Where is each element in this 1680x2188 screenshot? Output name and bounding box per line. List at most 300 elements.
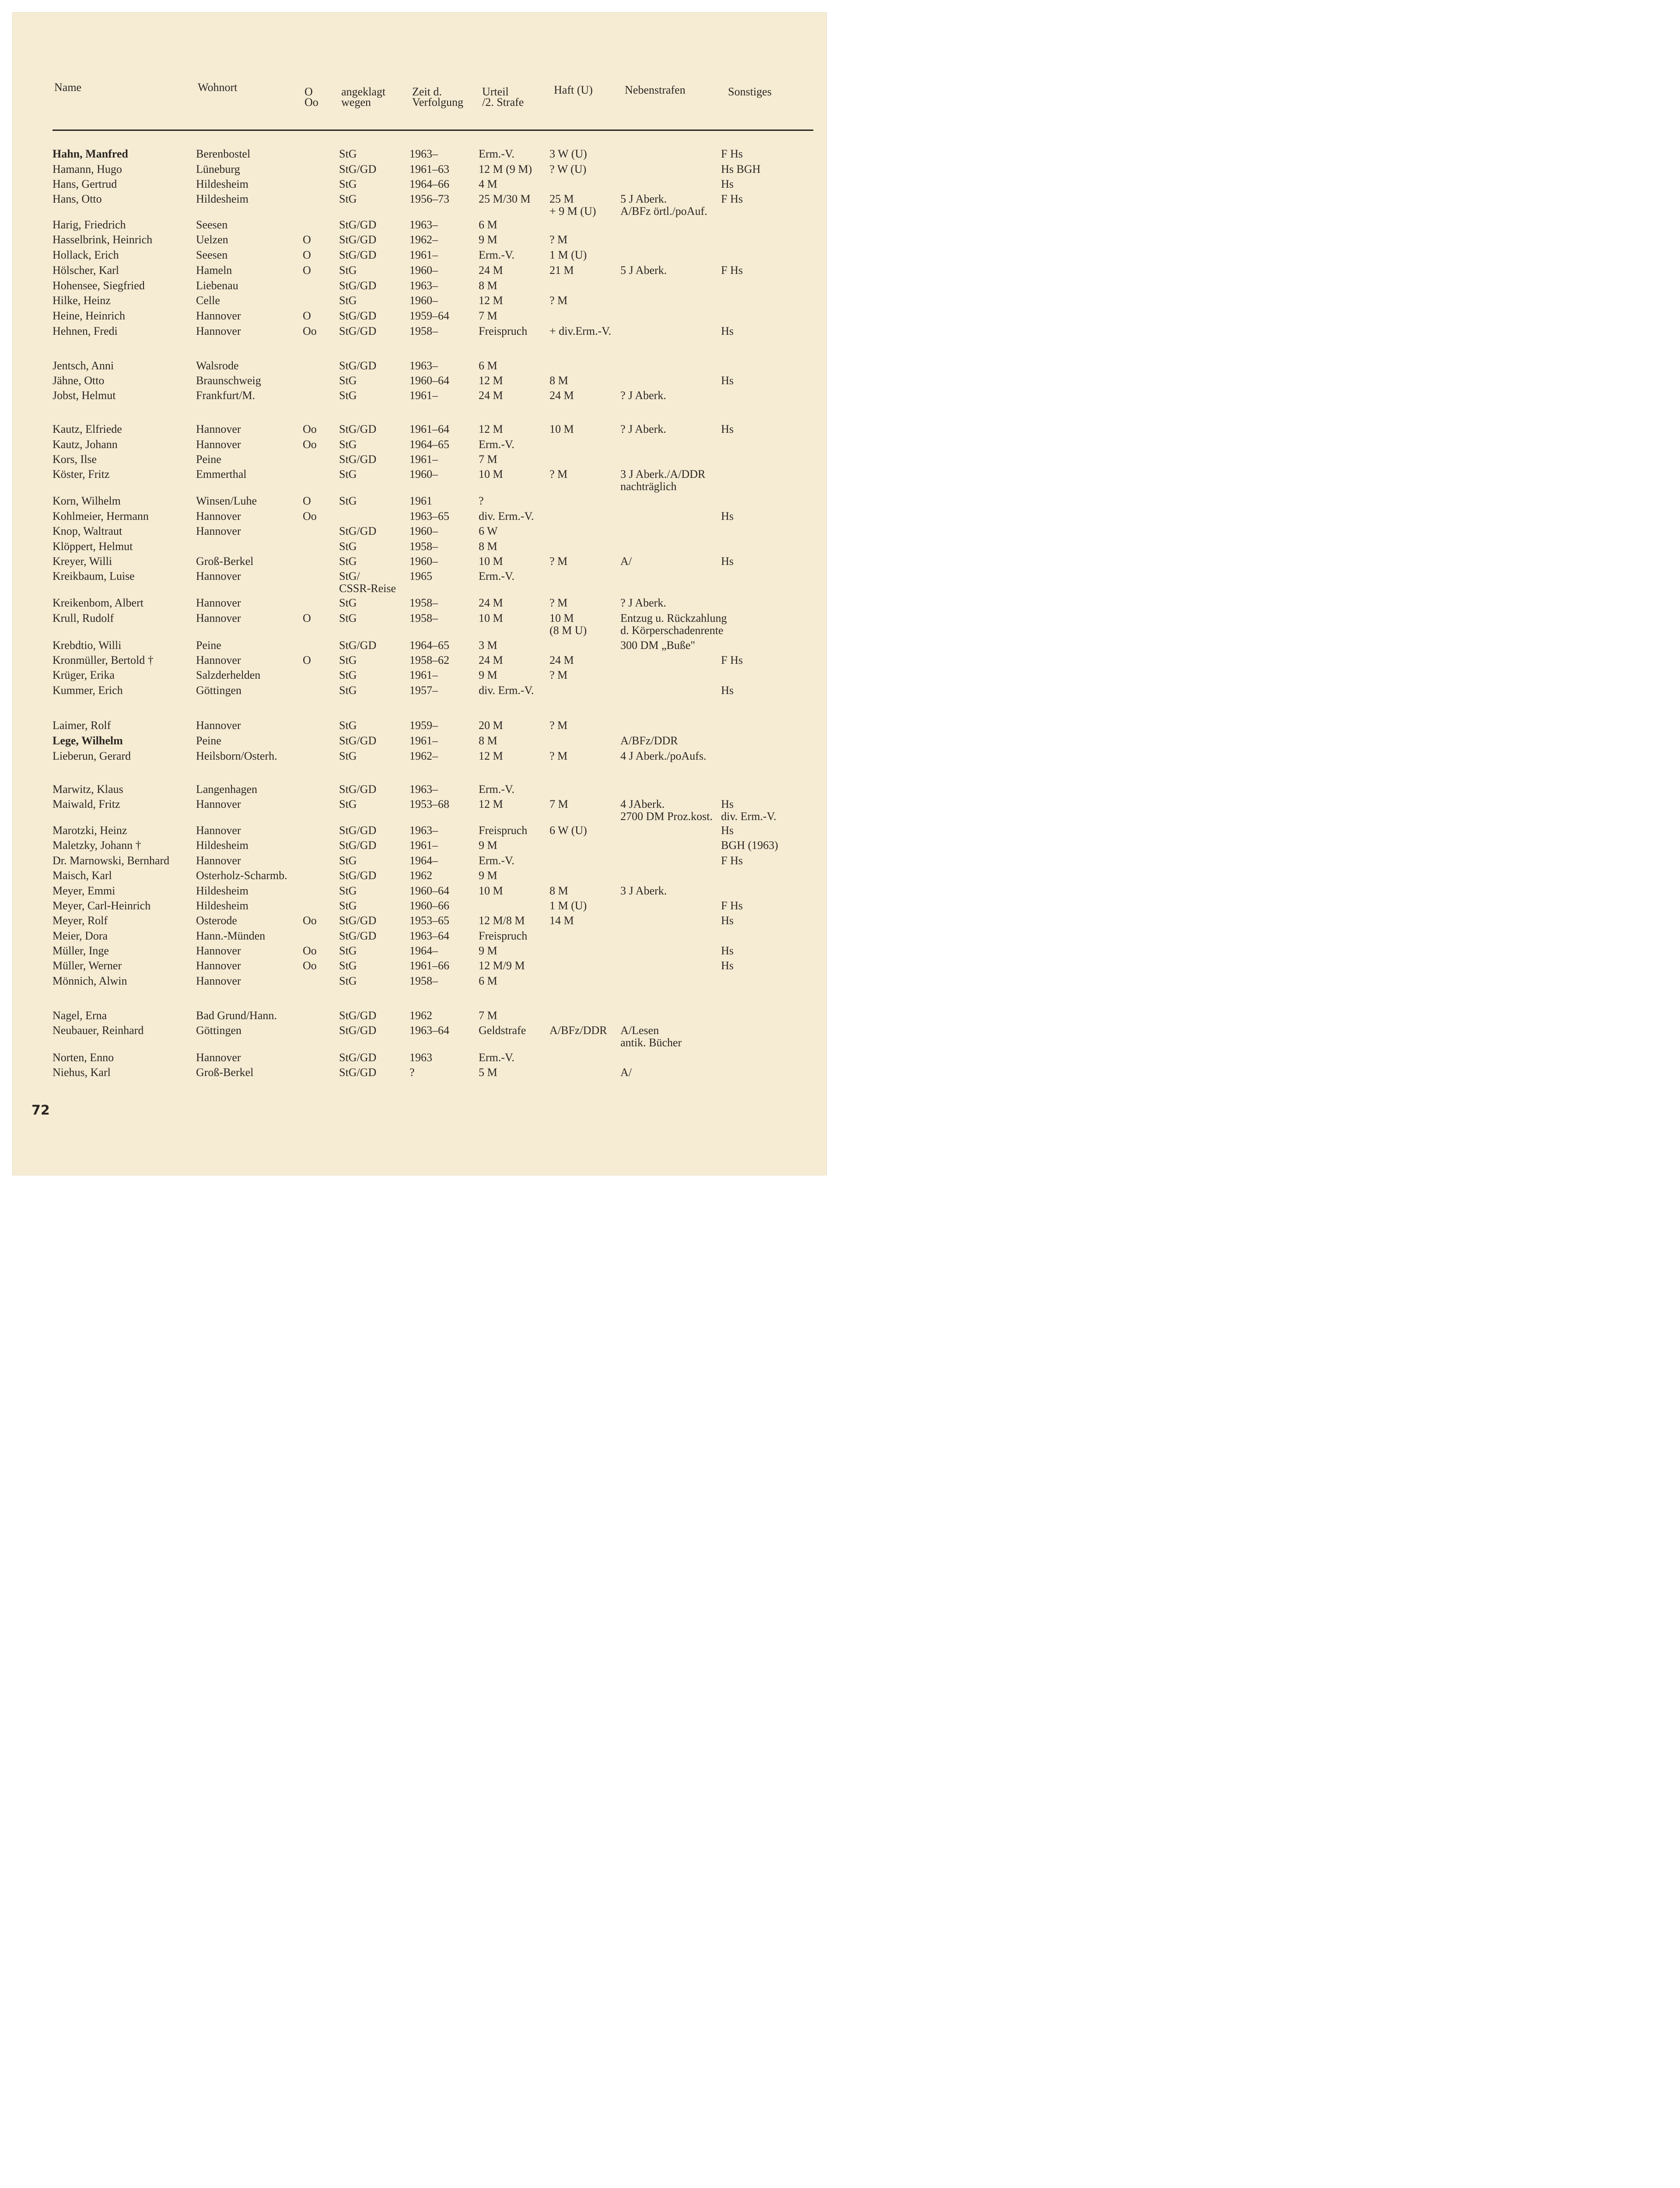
- cell-name: Meyer, Rolf: [52, 914, 108, 927]
- cell-name: Kautz, Johann: [52, 438, 118, 451]
- cell-wohnort: Liebenau: [196, 279, 238, 292]
- table-row: [12, 597, 827, 612]
- cell-o: O: [303, 612, 311, 624]
- cell-name: Dr. Marnowski, Bernhard: [52, 854, 170, 867]
- table-row: [12, 495, 827, 510]
- cell-urteil: 3 M: [479, 639, 497, 652]
- cell-zeit: 1953–65: [410, 914, 449, 927]
- cell-angeklagt: StG: [339, 612, 357, 624]
- cell-wohnort: Hannover: [196, 854, 241, 867]
- cell-name: Heine, Heinrich: [52, 309, 126, 322]
- cell-wohnort: Braunschweig: [196, 374, 261, 387]
- cell-wohnort: Hannover: [196, 612, 241, 624]
- cell-o: O: [303, 233, 311, 246]
- cell-haft: 8 M: [550, 884, 568, 897]
- cell-name: Hehnen, Fredi: [52, 325, 118, 337]
- cell-zeit: 1958–: [410, 612, 438, 624]
- cell-zeit: 1956–73: [410, 193, 449, 205]
- cell-nebenstrafen: A/: [620, 555, 632, 568]
- cell-urteil: 12 M/8 M: [479, 914, 525, 927]
- cell-urteil: 9 M: [479, 869, 497, 882]
- cell-angeklagt: StG/GD: [339, 453, 377, 466]
- cell-zeit: 1962: [410, 1009, 432, 1022]
- cell-urteil: 24 M: [479, 654, 503, 666]
- cell-angeklagt: StG/GD: [339, 423, 377, 435]
- cell-haft: ? M: [550, 750, 568, 762]
- cell-wohnort: Winsen/Luhe: [196, 494, 257, 507]
- cell-nebenstrafen: ? J Aberk.: [620, 423, 666, 435]
- cell-angeklagt: StG/GD: [339, 1024, 377, 1037]
- cell-haft: 25 M + 9 M (U): [550, 193, 596, 217]
- header-zeit: Zeit d. Verfolgung: [412, 85, 463, 109]
- cell-urteil: 12 M: [479, 750, 503, 762]
- cell-haft: 24 M: [550, 654, 574, 666]
- cell-name: Hölscher, Karl: [52, 264, 119, 277]
- cell-name: Kummer, Erich: [52, 684, 123, 697]
- cell-zeit: 1960–: [410, 294, 438, 307]
- table-row: [12, 570, 827, 595]
- table-row: [12, 1024, 827, 1049]
- cell-angeklagt: StG: [339, 540, 357, 553]
- cell-zeit: 1963: [410, 1051, 432, 1064]
- table-row: [12, 719, 827, 734]
- cell-angeklagt: StG/GD: [339, 929, 377, 942]
- table-row: [12, 839, 827, 854]
- cell-zeit: 1963–: [410, 824, 438, 837]
- cell-wohnort: Hannover: [196, 510, 241, 522]
- cell-angeklagt: StG/GD: [339, 1009, 377, 1022]
- cell-name: Hasselbrink, Heinrich: [52, 233, 153, 246]
- table-row: [12, 798, 827, 823]
- cell-zeit: 1963–: [410, 783, 438, 796]
- cell-angeklagt: StG: [339, 719, 357, 732]
- table-row: [12, 735, 827, 750]
- cell-angeklagt: StG/GD: [339, 1051, 377, 1064]
- cell-name: Krebdtio, Willi: [52, 639, 122, 652]
- header-wohnort: Wohnort: [198, 81, 238, 94]
- cell-zeit: 1961: [410, 494, 432, 507]
- table-row: [12, 438, 827, 453]
- cell-zeit: 1960–: [410, 264, 438, 277]
- table-row: [12, 295, 827, 309]
- cell-urteil: 24 M: [479, 389, 503, 402]
- cell-wohnort: Berenbostel: [196, 147, 251, 160]
- cell-sonstiges: F Hs: [721, 193, 743, 205]
- cell-wohnort: Peine: [196, 639, 221, 652]
- cell-haft: ? M: [550, 719, 568, 732]
- cell-sonstiges: F Hs: [721, 147, 743, 160]
- cell-sonstiges: Hs: [721, 944, 734, 957]
- cell-name: Jentsch, Anni: [52, 359, 114, 372]
- cell-haft: 1 M (U): [550, 899, 587, 912]
- cell-wohnort: Hannover: [196, 944, 241, 957]
- table-row: [12, 163, 827, 178]
- cell-zeit: 1961–: [410, 734, 438, 747]
- cell-wohnort: Celle: [196, 294, 220, 307]
- table-row: [12, 885, 827, 900]
- table-row: [12, 178, 827, 193]
- cell-haft: ? M: [550, 468, 568, 480]
- cell-nebenstrafen: 3 J Aberk.: [620, 884, 667, 897]
- cell-urteil: 6 M: [479, 975, 497, 987]
- cell-angeklagt: StG/GD: [339, 279, 377, 292]
- cell-zeit: 1962–: [410, 233, 438, 246]
- cell-urteil: 8 M: [479, 279, 497, 292]
- cell-wohnort: Seesen: [196, 249, 228, 261]
- table-row: [12, 750, 827, 765]
- table-row: [12, 783, 827, 798]
- cell-urteil: 12 M: [479, 294, 503, 307]
- cell-o: Oo: [303, 944, 317, 957]
- cell-angeklagt: StG: [339, 438, 357, 451]
- cell-name: Hamann, Hugo: [52, 163, 122, 175]
- page-sheet: [12, 12, 827, 1175]
- cell-name: Krüger, Erika: [52, 669, 115, 681]
- cell-name: Kreikenbom, Albert: [52, 596, 144, 609]
- page-number: 72: [32, 1103, 50, 1118]
- cell-name: Jobst, Helmut: [52, 389, 116, 402]
- cell-urteil: 10 M: [479, 884, 503, 897]
- table-row: [12, 945, 827, 960]
- cell-wohnort: Göttingen: [196, 684, 242, 697]
- cell-zeit: 1961–: [410, 249, 438, 261]
- record-table: [12, 12, 827, 1175]
- table-row: [12, 855, 827, 870]
- cell-wohnort: Osterode: [196, 914, 237, 927]
- cell-sonstiges: F Hs: [721, 854, 743, 867]
- cell-name: Laimer, Rolf: [52, 719, 111, 732]
- cell-nebenstrafen: 4 JAberk. 2700 DM Proz.kost.: [620, 798, 713, 823]
- cell-angeklagt: StG: [339, 854, 357, 867]
- cell-urteil: 8 M: [479, 734, 497, 747]
- cell-wohnort: Hannover: [196, 596, 241, 609]
- cell-zeit: 1963–: [410, 147, 438, 160]
- cell-urteil: 6 M: [479, 359, 497, 372]
- cell-zeit: 1961–: [410, 839, 438, 852]
- cell-wohnort: Hann.-Münden: [196, 929, 266, 942]
- cell-angeklagt: StG/GD: [339, 824, 377, 837]
- cell-wohnort: Göttingen: [196, 1024, 242, 1037]
- cell-name: Kautz, Elfriede: [52, 423, 122, 435]
- table-row: [12, 310, 827, 325]
- cell-name: Hans, Otto: [52, 193, 102, 205]
- cell-name: Lieberun, Gerard: [52, 750, 131, 762]
- cell-angeklagt: StG/GD: [339, 734, 377, 747]
- cell-name: Krull, Rudolf: [52, 612, 114, 624]
- cell-zeit: 1958–62: [410, 654, 449, 666]
- cell-haft: ? W (U): [550, 163, 587, 175]
- cell-urteil: 25 M/30 M: [479, 193, 531, 205]
- cell-wohnort: Hannover: [196, 309, 241, 322]
- cell-sonstiges: F Hs: [721, 264, 743, 277]
- cell-urteil: 4 M: [479, 178, 497, 190]
- header-angeklagt: angeklagt wegen: [341, 85, 386, 109]
- cell-nebenstrafen: 5 J Aberk. A/BFz örtl./poAuf.: [620, 193, 707, 217]
- cell-name: Kors, Ilse: [52, 453, 97, 466]
- cell-zeit: 1958–: [410, 975, 438, 987]
- cell-zeit: 1957–: [410, 684, 438, 697]
- cell-zeit: 1958–: [410, 540, 438, 553]
- cell-name: Kreyer, Willi: [52, 555, 112, 568]
- cell-urteil: Erm.-V.: [479, 438, 514, 451]
- cell-sonstiges: Hs div. Erm.-V.: [721, 798, 777, 823]
- cell-sonstiges: F Hs: [721, 654, 743, 666]
- cell-o: O: [303, 264, 311, 277]
- cell-angeklagt: StG/GD: [339, 869, 377, 882]
- cell-o: Oo: [303, 510, 317, 522]
- cell-zeit: 1964–65: [410, 438, 449, 451]
- cell-zeit: 1961–: [410, 669, 438, 681]
- cell-urteil: 12 M: [479, 423, 503, 435]
- cell-wohnort: Lüneburg: [196, 163, 240, 175]
- cell-name: Maiwald, Fritz: [52, 798, 120, 810]
- cell-urteil: div. Erm.-V.: [479, 684, 534, 697]
- cell-nebenstrafen: ? J Aberk.: [620, 389, 666, 402]
- cell-wohnort: Hildesheim: [196, 839, 248, 852]
- cell-urteil: 12 M: [479, 374, 503, 387]
- cell-angeklagt: StG/GD: [339, 525, 377, 537]
- cell-name: Meier, Dora: [52, 929, 108, 942]
- cell-angeklagt: StG: [339, 750, 357, 762]
- cell-urteil: Freispruch: [479, 929, 528, 942]
- cell-haft: 8 M: [550, 374, 568, 387]
- cell-wohnort: Hannover: [196, 654, 241, 666]
- cell-sonstiges: Hs: [721, 684, 734, 697]
- table-row: [12, 325, 827, 340]
- cell-sonstiges: BGH (1963): [721, 839, 778, 852]
- cell-urteil: 9 M: [479, 944, 497, 957]
- cell-name: Korn, Wilhelm: [52, 494, 121, 507]
- cell-sonstiges: Hs: [721, 510, 734, 522]
- cell-angeklagt: StG: [339, 147, 357, 160]
- cell-name: Knop, Waltraut: [52, 525, 122, 537]
- cell-haft: 10 M (8 M U): [550, 612, 587, 637]
- cell-zeit: 1963–: [410, 218, 438, 231]
- cell-name: Kreikbaum, Luise: [52, 570, 135, 582]
- cell-name: Meyer, Carl-Heinrich: [52, 899, 151, 912]
- header-urteil: Urteil /2. Strafe: [482, 85, 524, 109]
- cell-wohnort: Hildesheim: [196, 899, 248, 912]
- cell-o: Oo: [303, 325, 317, 337]
- cell-wohnort: Peine: [196, 453, 221, 466]
- cell-angeklagt: StG/GD: [339, 163, 377, 175]
- cell-name: Klöppert, Helmut: [52, 540, 133, 553]
- cell-angeklagt: StG: [339, 264, 357, 277]
- table-row: [12, 555, 827, 570]
- cell-wohnort: Hannover: [196, 975, 241, 987]
- cell-urteil: Erm.-V.: [479, 147, 514, 160]
- cell-nebenstrafen: ? J Aberk.: [620, 596, 666, 609]
- cell-sonstiges: Hs: [721, 959, 734, 972]
- table-row: [12, 540, 827, 555]
- cell-zeit: 1960–66: [410, 899, 449, 912]
- cell-zeit: 1962: [410, 869, 432, 882]
- cell-angeklagt: StG: [339, 468, 357, 480]
- cell-zeit: 1960–: [410, 468, 438, 480]
- cell-wohnort: Hannover: [196, 798, 241, 810]
- cell-name: Hans, Gertrud: [52, 178, 117, 190]
- cell-haft: 6 W (U): [550, 824, 587, 837]
- cell-urteil: 9 M: [479, 839, 497, 852]
- table-row: [12, 930, 827, 945]
- cell-zeit: 1960–64: [410, 884, 449, 897]
- cell-wohnort: Hannover: [196, 719, 241, 732]
- cell-name: Hollack, Erich: [52, 249, 119, 261]
- table-row: [12, 468, 827, 493]
- cell-haft: 14 M: [550, 914, 574, 927]
- cell-angeklagt: StG: [339, 899, 357, 912]
- cell-angeklagt: StG: [339, 193, 357, 205]
- cell-sonstiges: Hs BGH: [721, 163, 761, 175]
- cell-haft: + div.Erm.-V.: [550, 325, 612, 337]
- header-nebenstrafen: Nebenstrafen: [625, 84, 686, 96]
- cell-zeit: 1959–64: [410, 309, 449, 322]
- cell-name: Maletzky, Johann †: [52, 839, 141, 852]
- cell-name: Lege, Wilhelm: [52, 734, 123, 747]
- cell-urteil: Freispruch: [479, 824, 528, 837]
- cell-wohnort: Walsrode: [196, 359, 239, 372]
- cell-zeit: 1960–64: [410, 374, 449, 387]
- cell-urteil: 7 M: [479, 1009, 497, 1022]
- table-row: [12, 1066, 827, 1081]
- cell-angeklagt: StG: [339, 975, 357, 987]
- cell-o: O: [303, 494, 311, 507]
- table-row: [12, 612, 827, 637]
- cell-wohnort: Hildesheim: [196, 178, 248, 190]
- table-row: [12, 684, 827, 699]
- cell-zeit: 1964–: [410, 944, 438, 957]
- cell-name: Hahn, Manfred: [52, 147, 128, 160]
- table-row: [12, 654, 827, 669]
- table-row: [12, 360, 827, 375]
- cell-zeit: 1963–65: [410, 510, 449, 522]
- table-row: [12, 219, 827, 234]
- cell-urteil: 6 W: [479, 525, 498, 537]
- cell-zeit: 1963–64: [410, 929, 449, 942]
- cell-haft: 24 M: [550, 389, 574, 402]
- cell-angeklagt: StG: [339, 178, 357, 190]
- cell-urteil: Freispruch: [479, 325, 528, 337]
- cell-zeit: 1958–: [410, 325, 438, 337]
- cell-sonstiges: Hs: [721, 374, 734, 387]
- cell-wohnort: Hannover: [196, 325, 241, 337]
- cell-angeklagt: StG: [339, 494, 357, 507]
- cell-angeklagt: StG/GD: [339, 233, 377, 246]
- table-row: [12, 1010, 827, 1024]
- cell-sonstiges: Hs: [721, 178, 734, 190]
- cell-name: Harig, Friedrich: [52, 218, 126, 231]
- cell-zeit: 1960–: [410, 525, 438, 537]
- cell-o: O: [303, 249, 311, 261]
- cell-angeklagt: StG/GD: [339, 359, 377, 372]
- cell-name: Köster, Fritz: [52, 468, 110, 480]
- cell-haft: ? M: [550, 233, 568, 246]
- cell-urteil: 20 M: [479, 719, 503, 732]
- cell-name: Neubauer, Reinhard: [52, 1024, 144, 1037]
- cell-angeklagt: StG: [339, 798, 357, 810]
- cell-sonstiges: Hs: [721, 914, 734, 927]
- cell-haft: A/BFz/DDR: [550, 1024, 607, 1037]
- table-row: [12, 423, 827, 438]
- cell-sonstiges: Hs: [721, 423, 734, 435]
- cell-angeklagt: StG: [339, 884, 357, 897]
- cell-name: Maisch, Karl: [52, 869, 112, 882]
- cell-wohnort: Hildesheim: [196, 884, 248, 897]
- cell-urteil: 24 M: [479, 596, 503, 609]
- cell-zeit: 1964–: [410, 854, 438, 867]
- cell-urteil: 12 M/9 M: [479, 959, 525, 972]
- cell-haft: 1 M (U): [550, 249, 587, 261]
- cell-name: Niehus, Karl: [52, 1066, 111, 1079]
- cell-name: Kronmüller, Bertold †: [52, 654, 154, 666]
- cell-name: Müller, Werner: [52, 959, 122, 972]
- cell-urteil: div. Erm.-V.: [479, 510, 534, 522]
- table-row: [12, 639, 827, 654]
- table-row: [12, 900, 827, 915]
- cell-wohnort: Emmerthal: [196, 468, 247, 480]
- table-row: [12, 669, 827, 684]
- cell-wohnort: Hannover: [196, 525, 241, 537]
- cell-wohnort: Seesen: [196, 218, 228, 231]
- cell-haft: ? M: [550, 596, 568, 609]
- table-row: [12, 1052, 827, 1066]
- table-row: [12, 975, 827, 990]
- cell-zeit: 1958–: [410, 596, 438, 609]
- cell-zeit: 1962–: [410, 750, 438, 762]
- table-row: [12, 148, 827, 163]
- cell-zeit: 1963–: [410, 359, 438, 372]
- cell-wohnort: Peine: [196, 734, 221, 747]
- cell-angeklagt: StG: [339, 684, 357, 697]
- cell-wohnort: Uelzen: [196, 233, 228, 246]
- cell-urteil: 7 M: [479, 453, 497, 466]
- cell-nebenstrafen: 300 DM „Buße": [620, 639, 695, 652]
- cell-nebenstrafen: A/: [620, 1066, 632, 1079]
- cell-haft: 21 M: [550, 264, 574, 277]
- cell-wohnort: Groß-Berkel: [196, 1066, 254, 1079]
- cell-haft: 3 W (U): [550, 147, 587, 160]
- cell-nebenstrafen: Entzug u. Rückzahlung d. Körperschadenrente: [620, 612, 727, 637]
- cell-angeklagt: StG/GD: [339, 325, 377, 337]
- cell-name: Norten, Enno: [52, 1051, 114, 1064]
- cell-angeklagt: StG: [339, 596, 357, 609]
- cell-urteil: 12 M: [479, 798, 503, 810]
- cell-haft: 7 M: [550, 798, 568, 810]
- table-row: [12, 960, 827, 975]
- cell-zeit: 1961–64: [410, 423, 449, 435]
- cell-nebenstrafen: A/BFz/DDR: [620, 734, 678, 747]
- cell-wohnort: Osterholz-Scharmb.: [196, 869, 287, 882]
- cell-zeit: 1963–: [410, 279, 438, 292]
- cell-zeit: 1960–: [410, 555, 438, 568]
- cell-name: Jähne, Otto: [52, 374, 105, 387]
- cell-zeit: 1961–66: [410, 959, 449, 972]
- cell-sonstiges: F Hs: [721, 899, 743, 912]
- table-row: [12, 915, 827, 929]
- cell-urteil: 10 M: [479, 555, 503, 568]
- table-row: [12, 234, 827, 249]
- cell-wohnort: Hameln: [196, 264, 232, 277]
- cell-o: Oo: [303, 438, 317, 451]
- cell-urteil: Geldstrafe: [479, 1024, 526, 1037]
- cell-haft: ? M: [550, 555, 568, 568]
- cell-angeklagt: StG: [339, 944, 357, 957]
- cell-zeit: 1965: [410, 570, 432, 582]
- cell-nebenstrafen: 4 J Aberk./poAufs.: [620, 750, 707, 762]
- cell-zeit: ?: [410, 1066, 415, 1079]
- cell-angeklagt: StG/GD: [339, 839, 377, 852]
- cell-urteil: 5 M: [479, 1066, 497, 1079]
